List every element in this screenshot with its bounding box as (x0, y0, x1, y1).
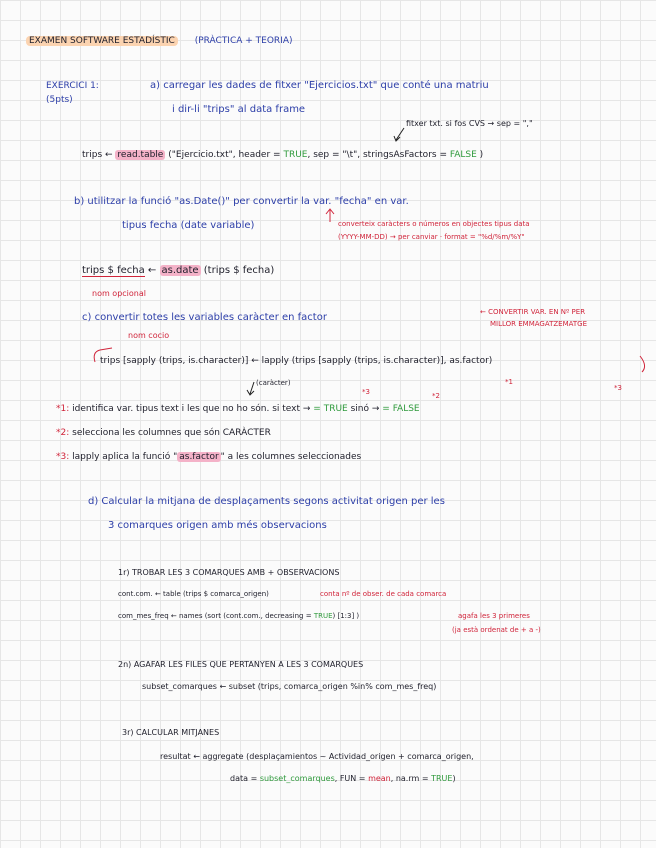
code-fn: as.date (161, 265, 199, 276)
code-arrow: ← (147, 265, 157, 276)
code-false: FALSE (449, 150, 477, 160)
part-d-text-2: 3 comarques origen amb més observacions (108, 520, 327, 531)
code-lhs: trips [sapply (trips, is.character)] (100, 356, 249, 366)
code-open: ("Ejercicio.txt", header = (168, 150, 281, 160)
footnote-text: identifica var. tipus text i les que no ho són. si text → (72, 404, 311, 414)
code-post: ) [1:3] ) (332, 612, 360, 620)
footnote-post: " a les columnes seleccionades (220, 452, 362, 462)
footnote-mark: *2: (56, 428, 70, 438)
code-sep: , sep = "\t", stringsAsFactors = (307, 150, 447, 160)
step-1-code-2 (118, 612, 359, 620)
part-b-note-3: nom opcional (92, 289, 146, 298)
part-c-nom-cocio: nom cocio (128, 331, 170, 340)
mark-1: *1 (505, 378, 513, 386)
part-c-code (100, 356, 492, 366)
code-pre: data = (230, 774, 258, 783)
part-a-text-1: a) carregar les dades de fitxer "Ejercicios.txt" que conté una matriu (150, 80, 489, 91)
footnote-text: selecciona les columnes que són CARÀCTER (72, 428, 271, 438)
step-2-title: 2n) AGAFAR LES FILES QUE PERTANYEN A LES 3 COMARQUES (118, 660, 364, 669)
footnote-true: = TRUE (313, 404, 348, 414)
code-pre: com_mes_freq ← names (sort (cont.com., decreasing = (118, 612, 312, 620)
part-c-note-2: MILLOR EMMAGATZEMATGE (490, 320, 587, 328)
footnote-3 (56, 452, 361, 462)
step-1-code-1: cont.com. ← table (trips $ comarca_origen) (118, 590, 269, 598)
step-2-code: subset_comarques ← subset (trips, comarca_origen %in% com_mes_freq) (142, 682, 437, 691)
code-green: subset_comarques (259, 774, 335, 783)
part-c-text-1: c) convertir totes les variables caràcter en factor (82, 312, 327, 323)
step-3-code-1: resultat ← aggregate (desplaçamientos ~ Actividad_origen + comarca_origen, (160, 752, 474, 761)
part-b-code (82, 265, 274, 277)
footnote-2 (56, 428, 271, 438)
part-b-note-1: converteix caràcters o números en objectes tipus data (338, 220, 530, 228)
part-a-text-2: i dir-li "trips" al data frame (172, 104, 306, 115)
exercise-points: (5pts) (46, 95, 73, 105)
code-rest: (trips $ fecha) (203, 265, 275, 276)
part-b-text-1: b) utilitzar la funció "as.Date()" per convertir la var. "fecha" en var. (74, 196, 409, 207)
footnote-1 (56, 404, 420, 414)
code-post: , na.rm = (390, 774, 429, 783)
code-lhs: trips $ fecha (82, 265, 145, 276)
part-a-note: fitxer txt. si fos CVS → sep = "," (406, 119, 533, 128)
code-arrow: ← lapply (trips [sapply (trips, is.character)], as.factor) (251, 356, 493, 366)
footnote-hl: as.factor (179, 452, 219, 462)
footnote-mark: *3: (56, 452, 70, 462)
code-fun: mean (368, 774, 391, 783)
page-title (26, 36, 293, 46)
code-mid: , FUN = (334, 774, 366, 783)
mark-3a: *3 (362, 388, 370, 396)
code-true: TRUE (313, 612, 333, 620)
part-b-note-2: (YYYY-MM-DD) → per canviar · format = "%d/%m/%Y" (338, 233, 525, 241)
footnote-mid: sinó → (350, 404, 380, 414)
code-true: TRUE (283, 150, 308, 160)
step-1-note-2: agafa les 3 primeres (458, 612, 530, 620)
footnote-false: = FALSE (382, 404, 420, 414)
exercise-label: EXERCICI 1: (46, 81, 99, 91)
title-text: EXAMEN SOFTWARE ESTADÍSTIC (26, 36, 178, 46)
subtitle-text: (PRÀCTICA + TEORIA) (194, 36, 293, 46)
part-a-code (82, 150, 483, 160)
code-true: TRUE (431, 774, 453, 783)
footnote-pre: lapply aplica la funció " (72, 452, 178, 462)
footnote-mark: *1: (56, 404, 70, 414)
step-3-code-2 (230, 774, 456, 783)
code-lhs: trips ← (82, 150, 113, 160)
step-3-title: 3r) CALCULAR MITJANES (122, 728, 220, 737)
part-b-text-2: tipus fecha (date variable) (122, 220, 255, 231)
part-d-text-1: d) Calcular la mitjana de desplaçaments segons activitat origen per les (88, 496, 445, 507)
mark-3b: *3 (614, 384, 622, 392)
mark-2: *2 (432, 392, 440, 400)
caracter-label: (caràcter) (256, 379, 291, 387)
step-1-note-3: (ja està ordenat de + a -) (452, 626, 541, 634)
part-c-note-1: ← CONVERTIR VAR. EN Nº PER (480, 308, 586, 316)
step-1-note-1: conta nº de obser. de cada comarca (320, 590, 447, 598)
code-end: ) (452, 774, 456, 783)
step-1-title: 1r) TROBAR LES 3 COMARQUES AMB + OBSERVACIONS (118, 568, 340, 577)
code-fn: read.table (117, 150, 164, 160)
code-close: ) (479, 150, 484, 160)
